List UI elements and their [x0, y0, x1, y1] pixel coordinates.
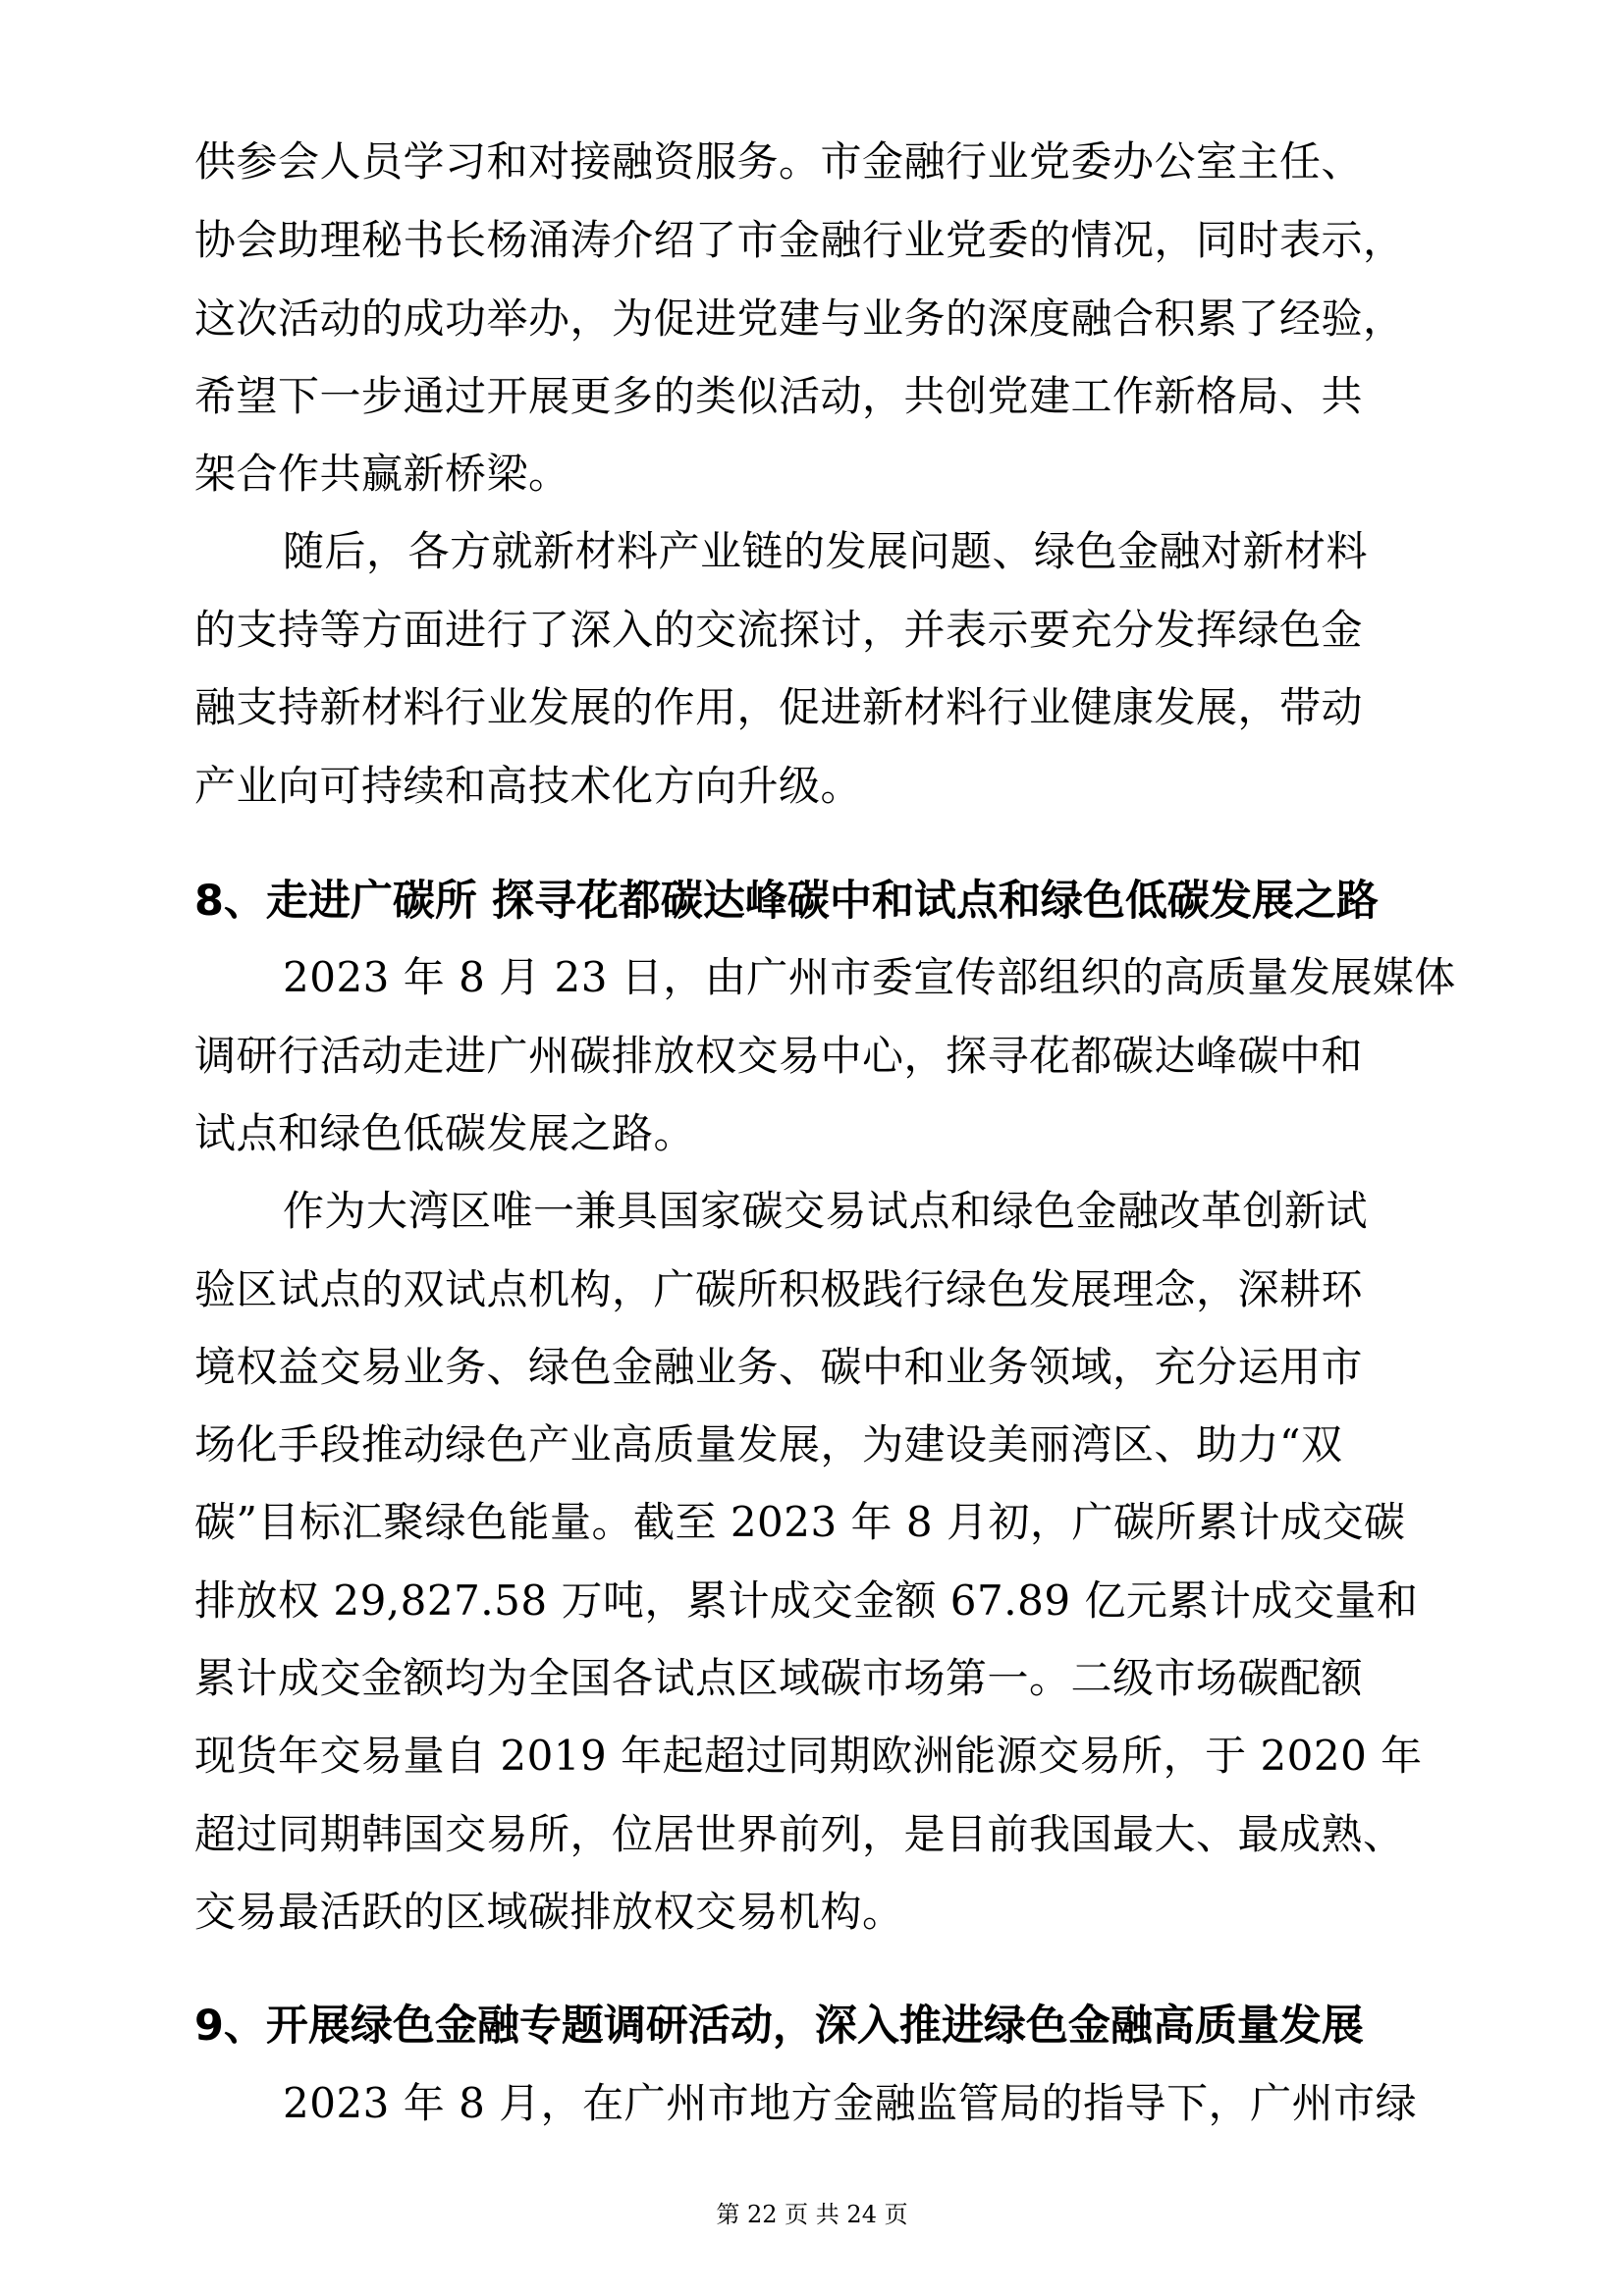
body-text-line: 试点和绿色低碳发展之路。	[194, 1109, 696, 1157]
section-heading: 8、走进广碳所 探寻花都碳达峰碳中和试点和绿色低碳发展之路	[194, 877, 1379, 926]
body-text-line: 随后，各方就新材料产业链的发展问题、绿色金融对新材料	[283, 527, 1369, 575]
body-text-line: 交易最活跃的区域碳排放权交易机构。	[194, 1888, 904, 1936]
body-text-line: 这次活动的成功举办，为促进党建与业务的深度融合积累了经验，	[194, 294, 1405, 343]
body-text-line: 现货年交易量自 2019 年起超过同期欧洲能源交易所，于 2020 年	[194, 1732, 1423, 1780]
body-text-line: 架合作共赢新桥梁。	[194, 450, 570, 498]
body-text-line: 碳”目标汇聚绿色能量。截至 2023 年 8 月初，广碳所累计成交碳	[194, 1498, 1406, 1546]
body-text-line: 供参会人员学习和对接融资服务。市金融行业党委办公室主任、	[194, 137, 1364, 186]
body-text-line: 2023 年 8 月 23 日，由广州市委宣传部组织的高质量发展媒体	[283, 953, 1456, 1001]
page-number: 第 22 页 共 24 页	[716, 2201, 908, 2228]
body-text-line: 的支持等方面进行了深入的交流探讨，并表示要充分发挥绿色金	[194, 606, 1364, 654]
body-text-line: 验区试点的双试点机构，广碳所积极践行绿色发展理念，深耕环	[194, 1265, 1364, 1313]
body-text-line: 融支持新材料行业发展的作用，促进新材料行业健康发展，带动	[194, 683, 1364, 731]
body-text-line: 产业向可持续和高技术化方向升级。	[194, 762, 863, 810]
body-text-line: 排放权 29,827.58 万吨，累计成交金额 67.89 亿元累计成交量和	[194, 1576, 1419, 1625]
body-text-line: 超过同期韩国交易所，位居世界前列，是目前我国最大、最成熟、	[194, 1810, 1405, 1858]
section-heading: 9、开展绿色金融专题调研活动，深入推进绿色金融高质量发展	[194, 2002, 1364, 2051]
body-text-line: 作为大湾区唯一兼具国家碳交易试点和绿色金融改革创新试	[283, 1187, 1369, 1235]
body-text-line: 场化手段推动绿色产业高质量发展，为建设美丽湾区、助力“双	[194, 1420, 1343, 1468]
body-text-line: 调研行活动走进广州碳排放权交易中心，探寻花都碳达峰碳中和	[194, 1032, 1364, 1080]
body-text-line: 2023 年 8 月，在广州市地方金融监管局的指导下，广州市绿	[283, 2079, 1418, 2127]
body-text-line: 累计成交金额均为全国各试点区域碳市场第一。二级市场碳配额	[194, 1654, 1364, 1702]
body-text-line: 协会助理秘书长杨涌涛介绍了市金融行业党委的情况，同时表示，	[194, 216, 1405, 264]
body-text-line: 希望下一步通过开展更多的类似活动，共创党建工作新格局、共	[194, 372, 1364, 420]
body-text-line: 境权益交易业务、绿色金融业务、碳中和业务领域，充分运用市	[194, 1343, 1364, 1391]
